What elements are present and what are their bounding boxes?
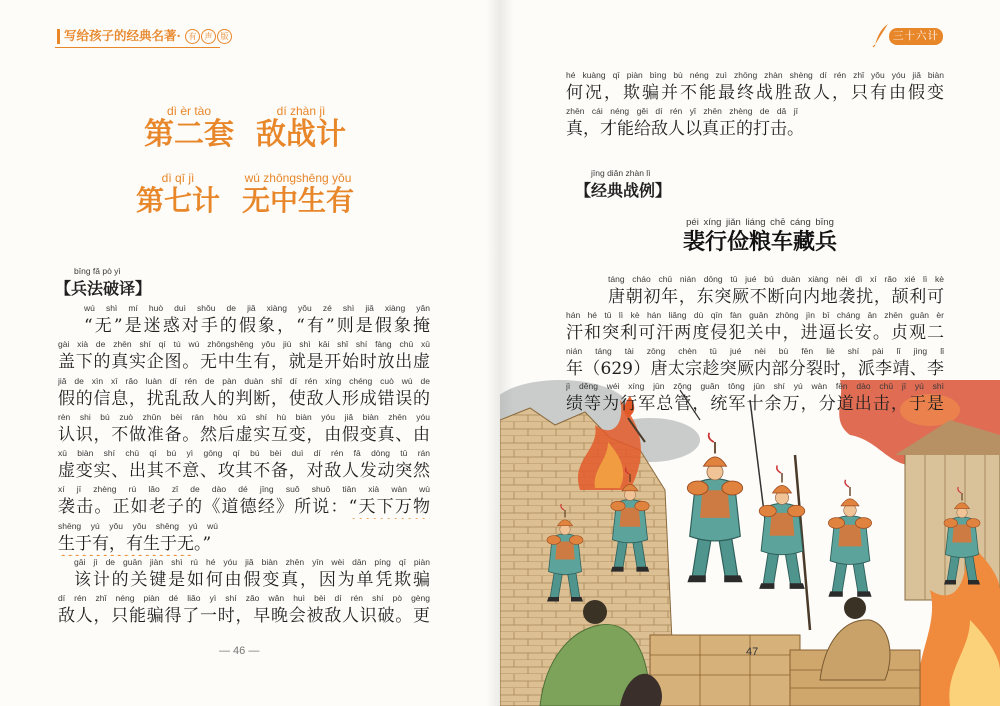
line-pinyin: xū biàn shí chū qí bú yì gōng qí bú bèi duì dí rén fā dòng tū rán xyxy=(58,448,430,459)
text-line xyxy=(566,345,944,381)
line-pinyin: táng cháo chū nián dōng tū jué bú duàn xiàng nèi dì xí rǎo xié lì kè xyxy=(608,274,944,284)
body-text xyxy=(58,302,430,629)
line-text xyxy=(58,496,430,519)
title-text: 第二套 xyxy=(144,117,234,152)
line-text: 唐朝初年，东突厥不断向内地袭扰，颉利可 xyxy=(608,287,944,307)
section-pinyin: jīng diǎn zhàn lì xyxy=(591,168,651,178)
series-title: 写给孩子的经典名著· xyxy=(64,28,181,43)
title-group xyxy=(144,104,234,152)
subtitle-pinyin: wú zhōngshēng yǒu xyxy=(244,171,352,185)
text-line xyxy=(58,556,430,592)
quote-underline: 生于有，有生于无 xyxy=(58,533,194,554)
line-text: 汗和突利可汗两度侵犯关中，进逼长安。贞观二 xyxy=(566,322,944,343)
title-text: 敌战计 xyxy=(256,117,346,152)
book-title-badge: 三十六计 xyxy=(889,28,943,45)
text-line xyxy=(58,338,430,374)
subtitle-group xyxy=(242,171,354,217)
story-title-pinyin: péi xíng jiǎn liáng chē cáng bīng xyxy=(686,217,834,228)
edition-char: 有 xyxy=(185,29,200,44)
header-rule xyxy=(55,47,220,48)
line-pinyin: hán hé tū lì kè hán liǎng dù qīn fàn guān zhōng jìn bī cháng ān zhēn guān èr xyxy=(566,309,944,320)
text-line xyxy=(58,483,430,519)
body-text-continued xyxy=(566,69,944,141)
soldier-figure xyxy=(828,480,871,597)
line-text: 认识，不做准备。然后虚实互变，由假变真、由 xyxy=(58,424,430,445)
header-accent-bar xyxy=(57,29,60,44)
line-text: “无”是迷惑对手的假象，“有”则是假象掩 xyxy=(84,316,430,336)
section-heading: 【经典战例】 xyxy=(575,181,672,200)
title-group xyxy=(256,104,346,152)
line-text-plain: 。” xyxy=(194,533,212,554)
text-line xyxy=(566,380,944,416)
text-line xyxy=(58,520,430,556)
line-text-plain: 袭击。正如老子的《道德经》所说： xyxy=(58,497,349,518)
line-pinyin: xí jī zhèng rú lǎo zǐ de dào dé jīng suǒ shuō tiān xià wàn wù xyxy=(58,484,430,495)
line-text: 年（629）唐太宗趁突厥内部分裂时，派李靖、李 xyxy=(566,358,944,379)
line-text: 何况，欺骗并不能最终战胜敌人，只有由假变 xyxy=(566,83,944,103)
line-text: 真，才能给敌人以真正的打击。 xyxy=(566,118,804,139)
subtitle-group xyxy=(136,171,220,217)
line-text xyxy=(58,533,430,556)
brush-leaf-icon xyxy=(872,22,890,48)
subtitle-text: 第七计 xyxy=(135,184,220,217)
line-pinyin: rèn shi bú zuò zhǔn bèi rán hòu xū shí hù biàn yóu jiǎ biàn zhēn yóu xyxy=(58,411,430,422)
line-pinyin: gài xià de zhēn shí qí tú wú zhōngshēng yǒu jiù shì kāi shǐ shí fàng chū xū xyxy=(58,339,430,350)
text-line xyxy=(58,302,430,338)
line-pinyin: nián táng tài zōng chèn tū jué nèi bù fēn liè shí pài lǐ jìng lǐ xyxy=(566,345,944,356)
title-pinyin: dì èr tào xyxy=(166,104,212,118)
chapter-title xyxy=(125,104,365,152)
line-text: 敌人，只能骗得了一时，早晚会被敌人识破。更 xyxy=(58,606,430,627)
line-pinyin: dí rén zhǐ néng piàn dé liǎo yì shí zǎo wǎn huì bèi dí rén shí pò gèng xyxy=(58,593,430,604)
line-pinyin: hé kuàng qī piàn bìng bù néng zuì zhōng zhàn shèng dí rén zhǐ yǒu yóu jiǎ biàn xyxy=(566,70,944,80)
title-pinyin: dí zhàn jì xyxy=(276,104,326,118)
page-number: 47 xyxy=(746,646,759,658)
edition-char: 声 xyxy=(201,29,216,44)
text-line xyxy=(58,375,430,411)
line-pinyin: shēng yú yǒu yǒu shēng yú wú xyxy=(58,520,218,531)
text-line xyxy=(58,411,430,447)
subtitle-pinyin: dì qī jì xyxy=(161,171,195,185)
line-pinyin: jì děng wéi xíng jūn zǒng guǎn tǒng jūn shí yú wàn fēn dào chū jī yú shì xyxy=(566,381,944,392)
page-number: — 46 — xyxy=(219,645,260,657)
text-line xyxy=(566,69,944,105)
text-line xyxy=(566,273,944,309)
edition-char: 版 xyxy=(217,29,232,44)
soldier-leader-figure xyxy=(687,433,742,583)
line-text: 盖下的真实企图。无中生有，就是开始时放出虚 xyxy=(58,352,430,373)
line-pinyin: gāi jì de guān jiàn shì rú hé yóu jiǎ biàn zhēn yīn wèi dān píng qī piàn xyxy=(74,557,430,568)
line-text: 该计的关键是如何由假变真，因为单凭欺骗 xyxy=(74,570,430,591)
line-pinyin: wú shì mí huò duì shǒu de jiǎ xiàng yǒu zé shì jiǎ xiàng yǎn xyxy=(84,303,430,313)
strategy-title xyxy=(125,171,365,217)
edition-badges xyxy=(185,29,232,44)
subtitle-text: 无中生有 xyxy=(242,184,355,217)
text-line xyxy=(58,447,430,483)
story-title: 裴行俭粮车藏兵 xyxy=(682,230,837,255)
text-line xyxy=(566,105,944,141)
line-text: 虚变实、出其不意、攻其不备，对敌人发动突然 xyxy=(58,461,430,482)
line-pinyin: jiǎ de xìn xī rǎo luàn dí rén de pàn duàn shǐ dí rén xíng chéng cuò wù de xyxy=(58,375,430,386)
text-line xyxy=(566,309,944,345)
story-text xyxy=(566,273,944,416)
line-pinyin: zhēn cái néng gěi dí rén yǐ zhēn zhèng de dǎ jī xyxy=(566,105,798,116)
section-heading: 【兵法破译】 xyxy=(55,279,152,298)
kneeling-figure xyxy=(820,597,890,680)
line-text: 假的信息，扰乱敌人的判断，使敌人形成错误的 xyxy=(58,388,430,409)
quote-underline: “天下万物 xyxy=(348,497,430,518)
text-line xyxy=(58,592,430,628)
section-pinyin: bīng fǎ pò yì xyxy=(74,266,121,276)
line-text: 绩等为行军总管，统军十余万，分道出击，于是 xyxy=(566,394,944,415)
